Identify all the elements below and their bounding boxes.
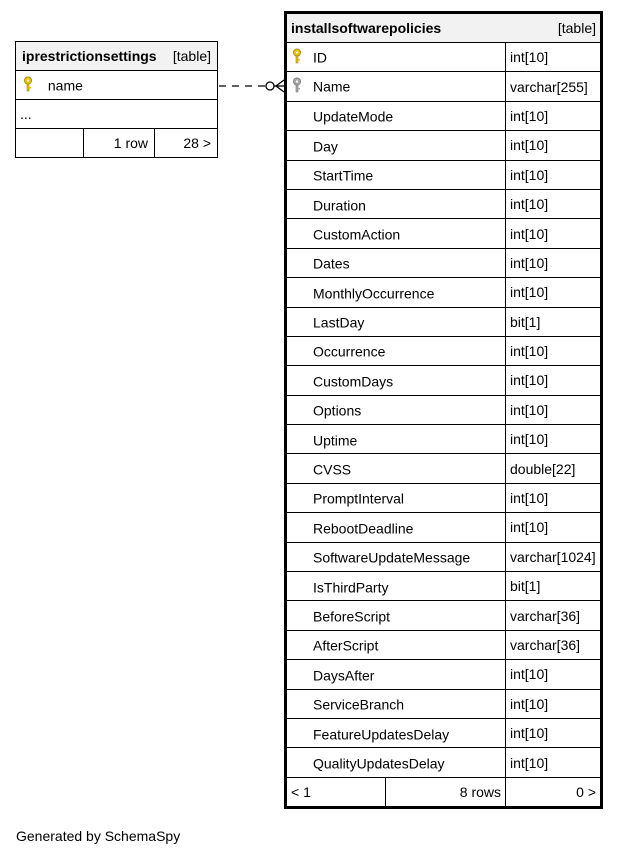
column-name-cell [286, 189, 506, 218]
column-row [286, 248, 602, 277]
column-row [286, 189, 602, 218]
column-name: CustomAction [313, 226, 401, 243]
column-name: DaysAfter [313, 667, 375, 684]
row-count: 1 row [84, 129, 155, 158]
table-name[interactable]: installsoftwarepolicies [291, 20, 442, 36]
column-name-cell [286, 718, 506, 747]
column-name-cell [286, 689, 506, 718]
column-name: IsThirdParty [313, 578, 389, 595]
column-row [286, 601, 602, 630]
column-name-cell [286, 366, 506, 395]
column-row [286, 72, 602, 101]
column-name-cell [286, 748, 506, 777]
column-row [286, 366, 602, 395]
table-header-cell [286, 13, 602, 43]
column-type: int[10] [506, 425, 602, 454]
generated-by-note: Generated by SchemaSpy [16, 828, 181, 844]
column-name: UpdateMode [313, 108, 394, 125]
column-name-cell [286, 572, 506, 601]
column-name-cell [286, 660, 506, 689]
column-row [286, 278, 602, 307]
column-type: int[10] [506, 483, 602, 512]
key-icon [291, 48, 313, 67]
column-name-cell [286, 630, 506, 659]
column-row [286, 748, 602, 777]
table-kind: [table] [557, 20, 596, 36]
column-row [286, 219, 602, 248]
key-icon [291, 77, 313, 96]
column-name: ID [313, 49, 327, 66]
column-name: BeforeScript [313, 608, 391, 625]
column-name: AfterScript [313, 637, 379, 654]
column-row [16, 71, 218, 100]
column-row [286, 454, 602, 483]
column-type: varchar[255] [506, 72, 602, 101]
column-type: varchar[36] [506, 601, 602, 630]
nav-right[interactable]: 0 > [506, 777, 602, 807]
column-name-cell [286, 160, 506, 189]
column-type: int[10] [506, 278, 602, 307]
table-footer [16, 129, 218, 158]
nav-left[interactable]: < 1 [286, 777, 386, 807]
column-name: Uptime [313, 431, 358, 448]
column-name-cell [286, 336, 506, 365]
column-type: bit[1] [506, 572, 602, 601]
column-type: int[10] [506, 336, 602, 365]
column-name: CustomDays [313, 373, 394, 390]
column-type: double[22] [506, 454, 602, 483]
column-type: int[10] [506, 101, 602, 130]
column-type: int[10] [506, 689, 602, 718]
column-type: bit[1] [506, 307, 602, 336]
column-row [286, 131, 602, 160]
column-name: Day [313, 138, 338, 155]
column-type: int[10] [506, 189, 602, 218]
ellipsis-row [16, 100, 218, 129]
column-type: int[10] [506, 718, 602, 747]
column-name: FeatureUpdatesDelay [313, 725, 450, 742]
table-installsoftwarepolicies[interactable] [284, 11, 603, 809]
column-row [286, 101, 602, 130]
column-row [286, 336, 602, 365]
column-row [286, 718, 602, 747]
column-name-cell [286, 43, 506, 72]
column-type: int[10] [506, 219, 602, 248]
column-row [286, 689, 602, 718]
column-name-cell [286, 131, 506, 160]
column-type: int[10] [506, 160, 602, 189]
column-name-cell [286, 454, 506, 483]
column-name: ServiceBranch [313, 696, 405, 713]
column-row [286, 542, 602, 571]
column-type: varchar[36] [506, 630, 602, 659]
column-type: int[10] [506, 748, 602, 777]
table-header [16, 42, 218, 71]
column-name-cell [286, 101, 506, 130]
column-type: int[10] [506, 248, 602, 277]
column-name: QualityUpdatesDelay [313, 755, 445, 772]
table-header-cell [16, 42, 218, 71]
column-name-cell [286, 542, 506, 571]
table-kind: [table] [172, 48, 211, 64]
column-name-cell [286, 395, 506, 424]
column-name-cell [286, 248, 506, 277]
column-row [286, 483, 602, 512]
column-row [286, 425, 602, 454]
column-name-cell [286, 513, 506, 542]
column-type: int[10] [506, 366, 602, 395]
column-row [286, 160, 602, 189]
column-row [286, 630, 602, 659]
column-name: name [47, 77, 83, 93]
nav-right[interactable]: 28 > [155, 129, 218, 158]
table-footer [286, 777, 602, 807]
column-row [286, 395, 602, 424]
column-type: int[10] [506, 660, 602, 689]
column-cell [16, 71, 218, 100]
column-name-cell [286, 601, 506, 630]
nav-left[interactable] [16, 129, 84, 158]
column-name: Name [313, 78, 351, 95]
table-name[interactable]: iprestrictionsettings [22, 48, 157, 64]
column-row [286, 572, 602, 601]
column-name: LastDay [313, 314, 365, 331]
column-name: Duration [313, 196, 366, 213]
column-name: PromptInterval [313, 490, 405, 507]
column-type: int[10] [506, 513, 602, 542]
key-icon [22, 76, 44, 95]
column-row [286, 43, 602, 72]
column-name: StartTime [313, 167, 374, 184]
ellipsis-cell: ... [16, 100, 218, 129]
column-name: Options [313, 402, 362, 419]
column-name: Dates [313, 255, 350, 272]
table-header [286, 13, 602, 43]
table-iprestrictionsettings[interactable] [15, 41, 218, 158]
column-name: Occurrence [313, 343, 386, 360]
column-name-cell [286, 425, 506, 454]
column-name-cell [286, 483, 506, 512]
column-name: CVSS [313, 461, 352, 478]
column-name: MonthlyOccurrence [313, 284, 435, 301]
column-row [286, 307, 602, 336]
column-name-cell [286, 307, 506, 336]
column-name: RebootDeadline [313, 520, 414, 537]
column-name-cell [286, 278, 506, 307]
column-name-cell [286, 219, 506, 248]
column-name: SoftwareUpdateMessage [313, 549, 471, 566]
column-type: int[10] [506, 43, 602, 72]
column-type: int[10] [506, 395, 602, 424]
column-type: int[10] [506, 131, 602, 160]
column-row [286, 513, 602, 542]
column-type: varchar[1024] [506, 542, 602, 571]
column-name-cell [286, 72, 506, 101]
row-count: 8 rows [386, 777, 506, 807]
column-row [286, 660, 602, 689]
